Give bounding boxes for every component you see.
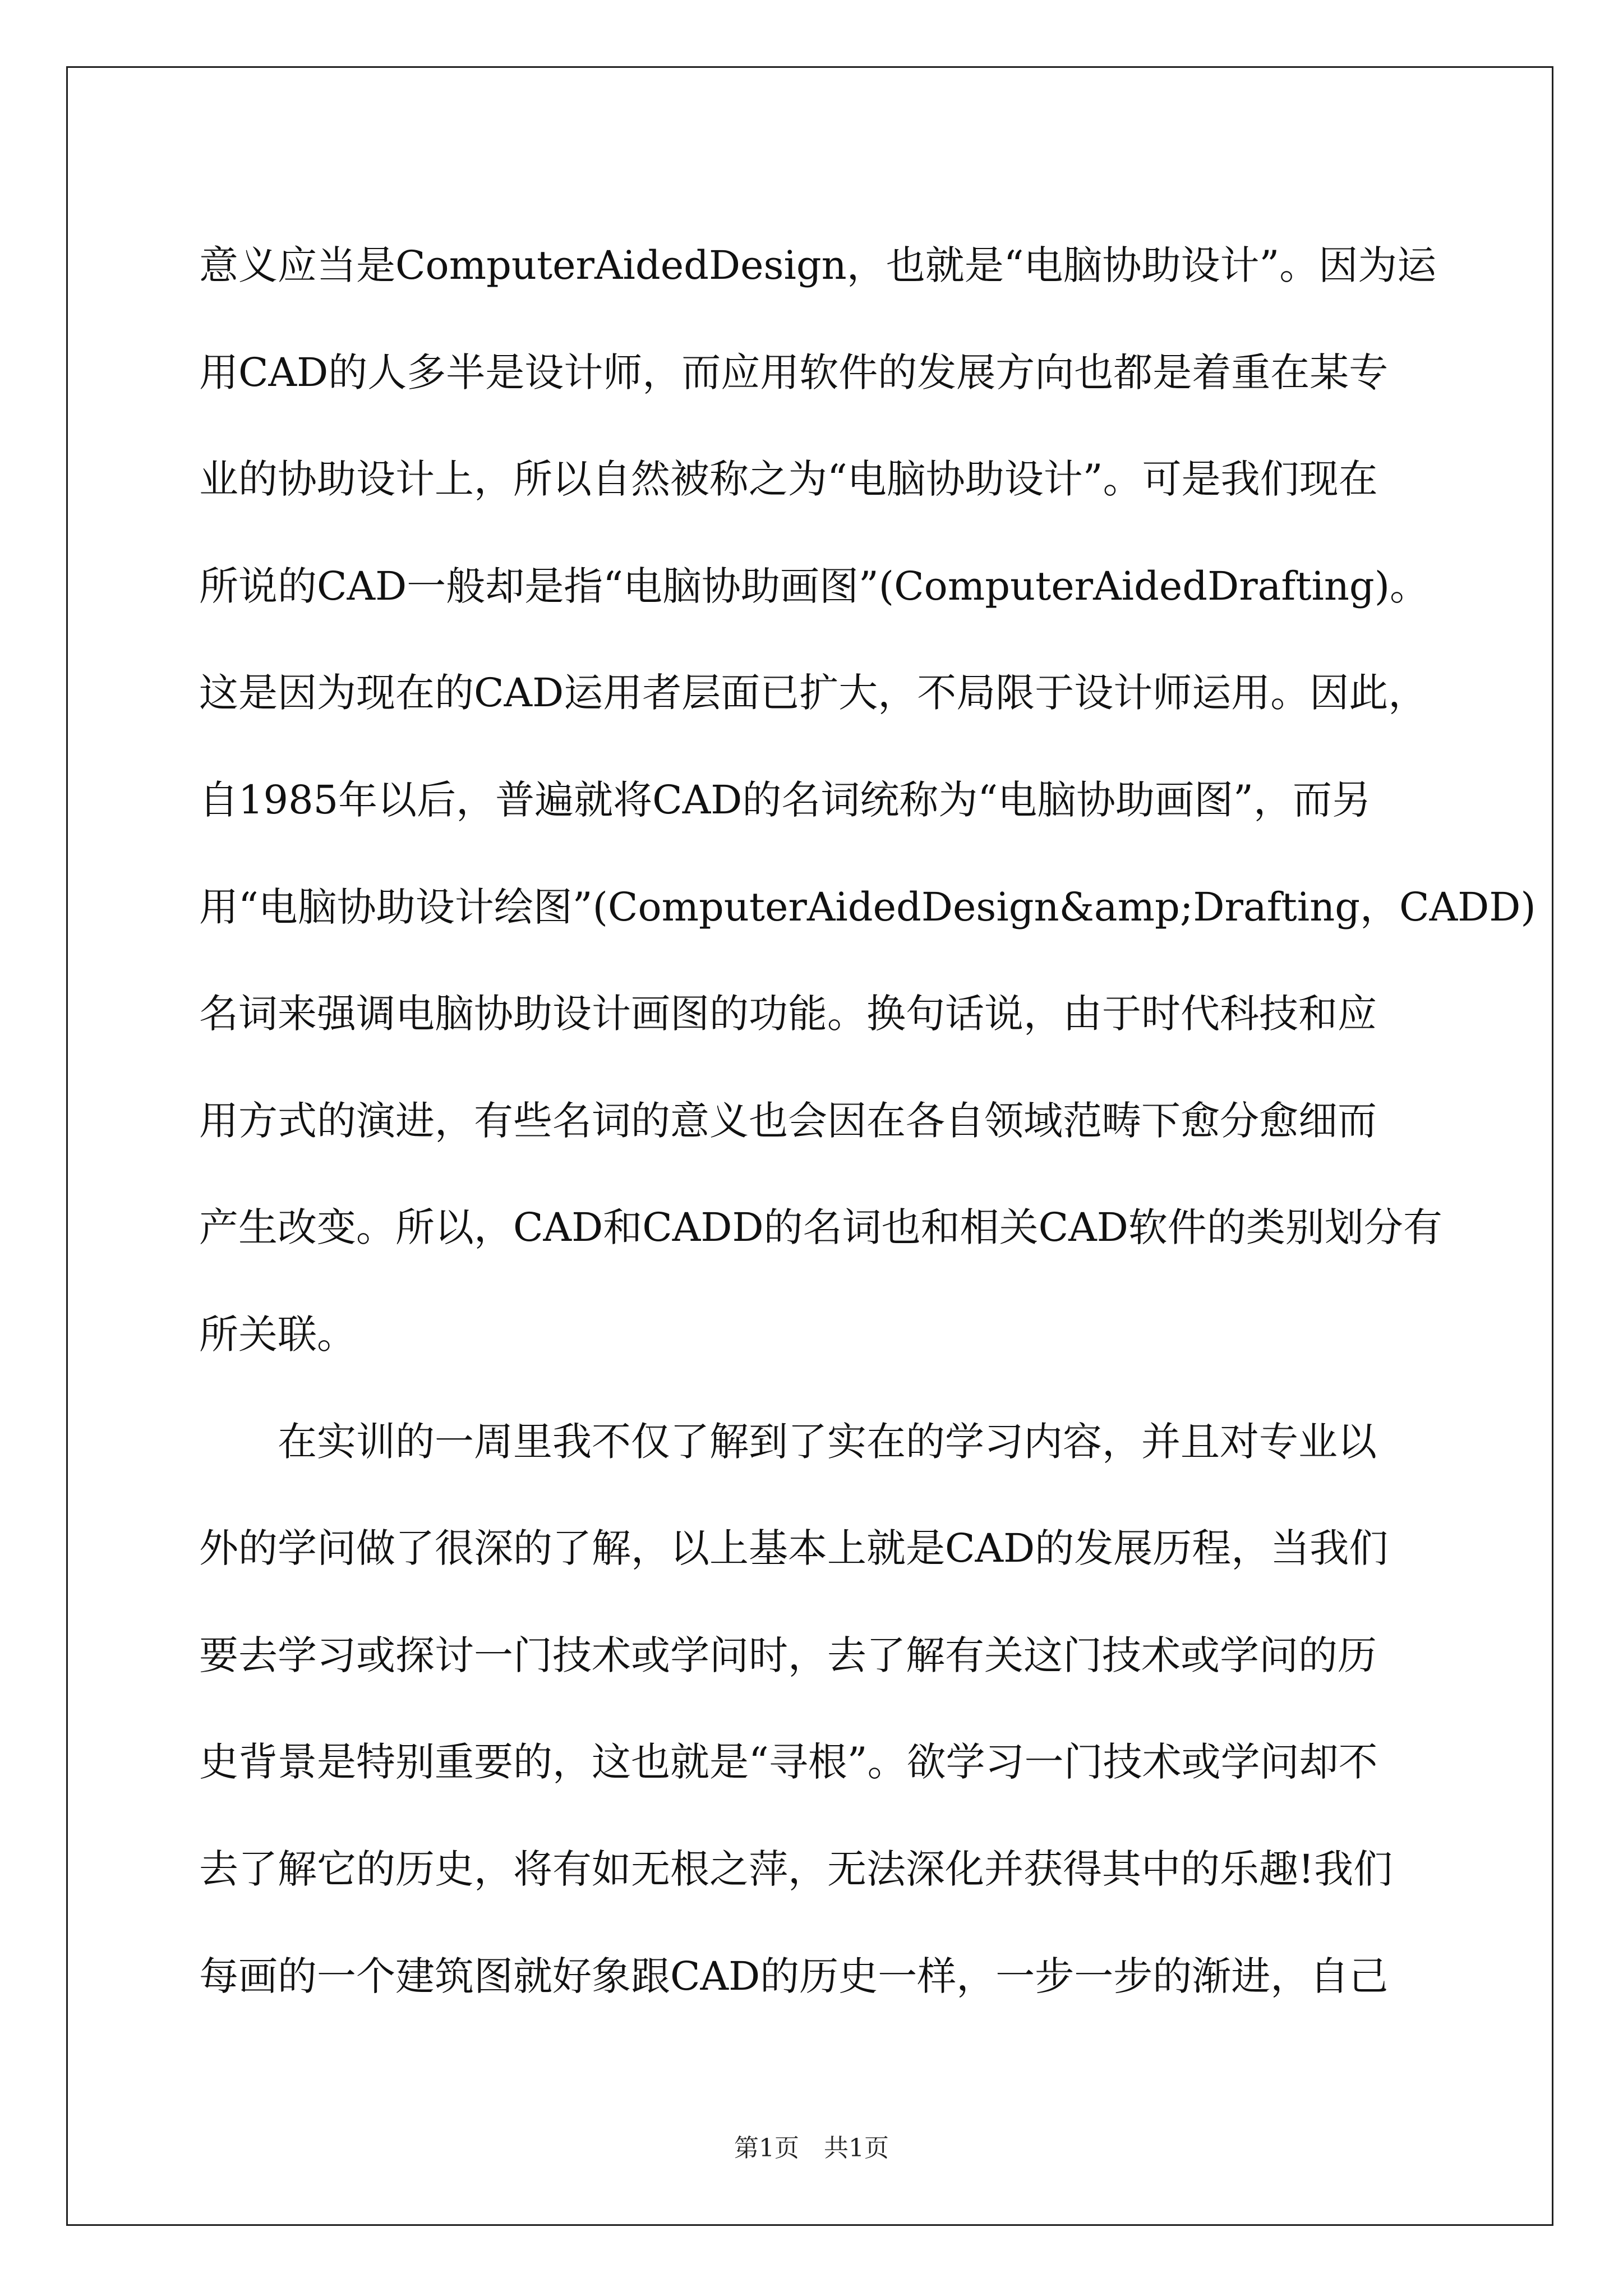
- document-body: [199, 212, 1536, 2030]
- page-total: 共1页: [824, 2134, 889, 2162]
- text-line-9: 用方式的演进，有些名词的意义也会因在各自领域范畴下愈分愈细而: [199, 1097, 1377, 1144]
- text-line-16: 去了解它的历史，将有如无根之萍，无法深化并获得其中的乐趣!我们: [199, 1846, 1393, 1892]
- page-footer: [0, 2132, 1623, 2165]
- text-line-14: 要去学习或探讨一门技术或学问时，去了解有关这门技术或学问的历: [199, 1632, 1377, 1678]
- text-line-12: 在实训的一周里我不仅了解到了实在的学习内容，并且对专业以: [199, 1418, 1377, 1465]
- text-line-3: 业的协助设计上，所以自然被称之为“电脑协助设计”。可是我们现在: [199, 456, 1378, 503]
- text-line-5: 这是因为现在的CAD运用者层面已扩大，不局限于设计师运用。因此，: [199, 670, 1428, 716]
- text-line-8: 名词来强调电脑协助设计画图的功能。换句话说，由于时代科技和应: [199, 991, 1377, 1037]
- text-line-7: 用“电脑协助设计绘图”(ComputerAidedDesign&amp;Drafting，CADD): [199, 884, 1536, 930]
- text-line-6: 自1985年以后，普遍就将CAD的名词统称为“电脑协助画图”，而另: [199, 776, 1371, 823]
- text-line-15: 史背景是特别重要的，这也就是“寻根”。欲学习一门技术或学问却不: [199, 1739, 1378, 1786]
- footer-spacer: [799, 2134, 824, 2162]
- text-line-4: 所说的CAD一般却是指“电脑协助画图”(ComputerAidedDrafting)。: [199, 563, 1430, 609]
- text-line-10: 产生改变。所以，CAD和CADD的名词也和相关CAD软件的类别划分有: [199, 1204, 1442, 1251]
- text-line-1: 意义应当是ComputerAidedDesign，也就是“电脑协助设计”。因为运: [199, 242, 1437, 288]
- text-line-2: 用CAD的人多半是设计师，而应用软件的发展方向也都是着重在某专: [199, 349, 1389, 395]
- page-number: 第1页: [734, 2134, 799, 2162]
- text-line-11: 所关联。: [199, 1311, 356, 1358]
- text-line-17: 每画的一个建筑图就好象跟CAD的历史一样，一步一步的渐进，自己: [199, 1953, 1389, 1999]
- text-line-13: 外的学问做了很深的了解，以上基本上就是CAD的发展历程，当我们: [199, 1525, 1389, 1572]
